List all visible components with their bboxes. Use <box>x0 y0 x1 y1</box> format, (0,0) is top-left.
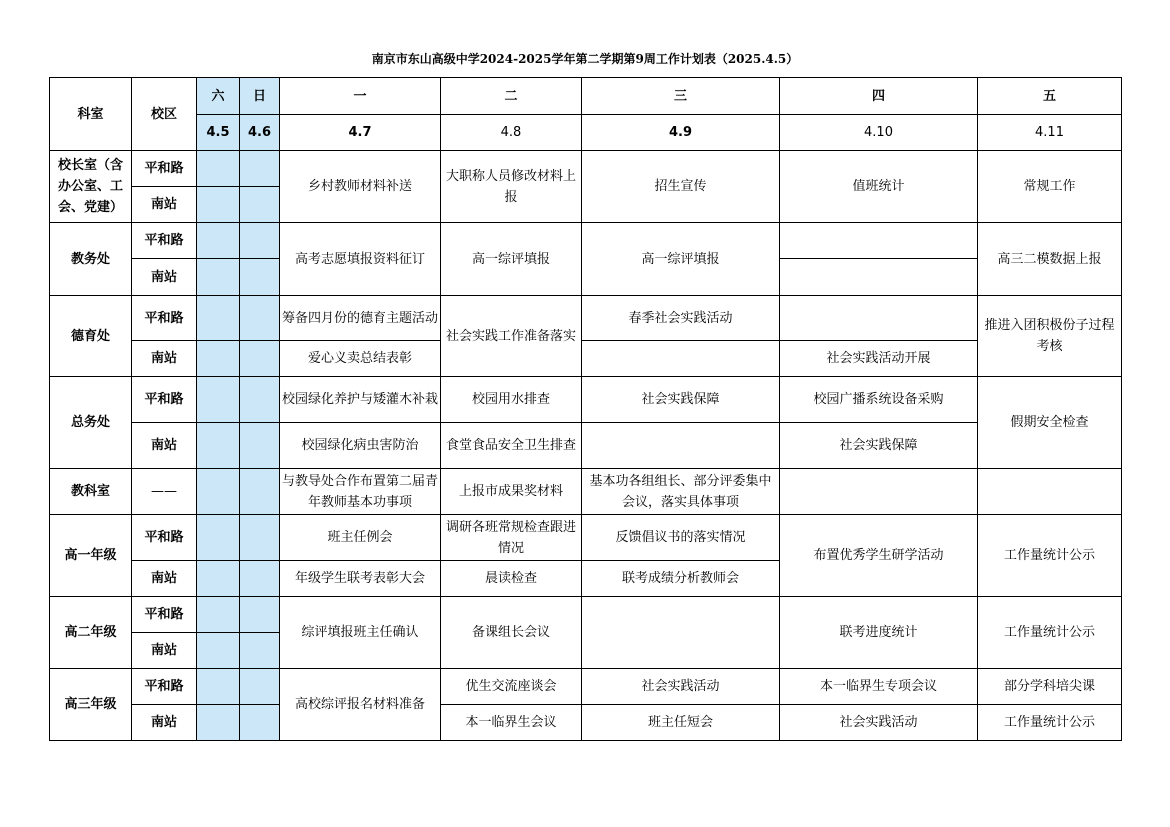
task-cell: 工作量统计公示 <box>978 705 1122 741</box>
weekend-cell <box>240 259 280 296</box>
day-wed: 三 <box>582 78 780 115</box>
task-cell: 乡村教师材料补送 <box>280 151 441 223</box>
header-row-dates <box>50 115 1122 151</box>
weekend-cell <box>240 187 280 223</box>
task-cell: 备课组长会议 <box>441 597 582 669</box>
g3-row-b <box>50 705 1122 741</box>
task-cell: 晨读检查 <box>441 561 582 597</box>
weekend-cell <box>197 259 240 296</box>
campus-nanzhan: 南站 <box>132 259 197 296</box>
campus-nanzhan: 南站 <box>132 341 197 377</box>
weekend-cell <box>197 597 240 633</box>
task-cell <box>582 597 780 669</box>
weekend-cell <box>240 151 280 187</box>
date-sat: 4.5 <box>197 115 240 151</box>
date-mon: 4.7 <box>280 115 441 151</box>
day-thu: 四 <box>780 78 978 115</box>
weekend-cell <box>197 705 240 741</box>
weekend-cell <box>240 377 280 423</box>
task-cell: 反馈倡议书的落实情况 <box>582 515 780 561</box>
task-cell: 高三二模数据上报 <box>978 223 1122 296</box>
task-cell: 综评填报班主任确认 <box>280 597 441 669</box>
task-cell: 校园用水排查 <box>441 377 582 423</box>
weekend-cell <box>197 151 240 187</box>
dept-grade2: 高二年级 <box>50 597 132 669</box>
task-cell: 食堂食品安全卫生排查 <box>441 423 582 469</box>
task-cell: 班主任短会 <box>582 705 780 741</box>
task-cell: 高考志愿填报资料征订 <box>280 223 441 296</box>
task-cell <box>780 296 978 341</box>
campus-heping: 平和路 <box>132 669 197 705</box>
task-cell <box>582 341 780 377</box>
task-cell <box>780 469 978 515</box>
campus-nanzhan: 南站 <box>132 561 197 597</box>
task-cell: 校园绿化病虫害防治 <box>280 423 441 469</box>
task-cell: 推进入团积极份子过程考核 <box>978 296 1122 377</box>
weekend-cell <box>197 633 240 669</box>
moral-row-a <box>50 296 1122 341</box>
moral-row-b <box>50 341 1122 377</box>
task-cell: 优生交流座谈会 <box>441 669 582 705</box>
task-cell <box>780 223 978 259</box>
weekend-cell <box>197 469 240 515</box>
weekend-cell <box>240 561 280 597</box>
campus-nanzhan: 南站 <box>132 633 197 669</box>
campus-nanzhan: 南站 <box>132 705 197 741</box>
header-dept: 科室 <box>50 78 132 151</box>
task-cell: 社会实践活动 <box>780 705 978 741</box>
weekend-cell <box>197 296 240 341</box>
campus-heping: 平和路 <box>132 151 197 187</box>
weekend-cell <box>240 705 280 741</box>
task-cell: 本一临界生专项会议 <box>780 669 978 705</box>
g2-row-a <box>50 597 1122 633</box>
header-campus: 校区 <box>132 78 197 151</box>
task-cell: 社会实践工作准备落实 <box>441 296 582 377</box>
task-cell: 筹备四月份的德育主题活动 <box>280 296 441 341</box>
research-row <box>50 469 1122 515</box>
campus-none: —— <box>132 469 197 515</box>
task-cell: 与教导处合作布置第二届青年教师基本功事项 <box>280 469 441 515</box>
task-cell: 高一综评填报 <box>441 223 582 296</box>
date-tue: 4.8 <box>441 115 582 151</box>
task-cell <box>978 469 1122 515</box>
weekend-cell <box>197 515 240 561</box>
task-cell: 工作量统计公示 <box>978 597 1122 669</box>
task-cell: 工作量统计公示 <box>978 515 1122 597</box>
day-sat: 六 <box>197 78 240 115</box>
task-cell: 基本功各组组长、部分评委集中会议，落实具体事项 <box>582 469 780 515</box>
weekend-cell <box>197 423 240 469</box>
task-cell: 常规工作 <box>978 151 1122 223</box>
weekend-cell <box>197 223 240 259</box>
campus-heping: 平和路 <box>132 515 197 561</box>
weekend-cell <box>240 223 280 259</box>
date-sun: 4.6 <box>240 115 280 151</box>
task-cell: 值班统计 <box>780 151 978 223</box>
weekend-cell <box>240 423 280 469</box>
task-cell: 社会实践保障 <box>582 377 780 423</box>
weekend-cell <box>197 561 240 597</box>
task-cell: 招生宣传 <box>582 151 780 223</box>
task-cell: 联考成绩分析教师会 <box>582 561 780 597</box>
day-mon: 一 <box>280 78 441 115</box>
work-plan-table <box>49 77 1122 741</box>
task-cell: 布置优秀学生研学活动 <box>780 515 978 597</box>
g3-row-a <box>50 669 1122 705</box>
weekend-cell <box>240 515 280 561</box>
campus-nanzhan: 南站 <box>132 187 197 223</box>
task-cell: 社会实践活动开展 <box>780 341 978 377</box>
general-row-a <box>50 377 1122 423</box>
weekend-cell <box>240 669 280 705</box>
task-cell: 高校综评报名材料准备 <box>280 669 441 741</box>
academic-row-a <box>50 223 1122 259</box>
task-cell: 校园绿化养护与矮灌木补栽 <box>280 377 441 423</box>
dept-academic: 教务处 <box>50 223 132 296</box>
task-cell: 假期安全检查 <box>978 377 1122 469</box>
dept-grade1: 高一年级 <box>50 515 132 597</box>
day-fri: 五 <box>978 78 1122 115</box>
task-cell: 联考进度统计 <box>780 597 978 669</box>
task-cell: 年级学生联考表彰大会 <box>280 561 441 597</box>
task-cell: 春季社会实践活动 <box>582 296 780 341</box>
dept-moral: 德育处 <box>50 296 132 377</box>
campus-heping: 平和路 <box>132 223 197 259</box>
task-cell: 调研各班常规检查跟进情况 <box>441 515 582 561</box>
weekend-cell <box>240 296 280 341</box>
date-wed: 4.9 <box>582 115 780 151</box>
dept-principal: 校长室（含办公室、工会、党建） <box>50 151 132 223</box>
task-cell: 爱心义卖总结表彰 <box>280 341 441 377</box>
task-cell: 班主任例会 <box>280 515 441 561</box>
task-cell: 大职称人员修改材料上报 <box>441 151 582 223</box>
campus-heping: 平和路 <box>132 377 197 423</box>
weekend-cell <box>240 341 280 377</box>
date-fri: 4.11 <box>978 115 1122 151</box>
general-row-b <box>50 423 1122 469</box>
day-sun: 日 <box>240 78 280 115</box>
task-cell: 高一综评填报 <box>582 223 780 296</box>
date-thu: 4.10 <box>780 115 978 151</box>
task-cell: 社会实践保障 <box>780 423 978 469</box>
principal-row-a <box>50 151 1122 187</box>
task-cell: 本一临界生会议 <box>441 705 582 741</box>
campus-heping: 平和路 <box>132 296 197 341</box>
day-tue: 二 <box>441 78 582 115</box>
dept-grade3: 高三年级 <box>50 669 132 741</box>
weekend-cell <box>197 341 240 377</box>
dept-research: 教科室 <box>50 469 132 515</box>
task-cell <box>780 259 978 296</box>
weekend-cell <box>240 597 280 633</box>
weekend-cell <box>197 187 240 223</box>
campus-nanzhan: 南站 <box>132 423 197 469</box>
header-row-days <box>50 78 1122 115</box>
task-cell <box>582 423 780 469</box>
task-cell: 部分学科培尖课 <box>978 669 1122 705</box>
weekend-cell <box>240 633 280 669</box>
task-cell: 上报市成果奖材料 <box>441 469 582 515</box>
weekend-cell <box>197 669 240 705</box>
page-title: 南京市东山高级中学2024-2025学年第二学期第9周工作计划表（2025.4.5） <box>371 52 799 66</box>
g1-row-a <box>50 515 1122 561</box>
task-cell: 校园广播系统设备采购 <box>780 377 978 423</box>
weekend-cell <box>240 469 280 515</box>
weekend-cell <box>197 377 240 423</box>
dept-general: 总务处 <box>50 377 132 469</box>
campus-heping: 平和路 <box>132 597 197 633</box>
task-cell: 社会实践活动 <box>582 669 780 705</box>
